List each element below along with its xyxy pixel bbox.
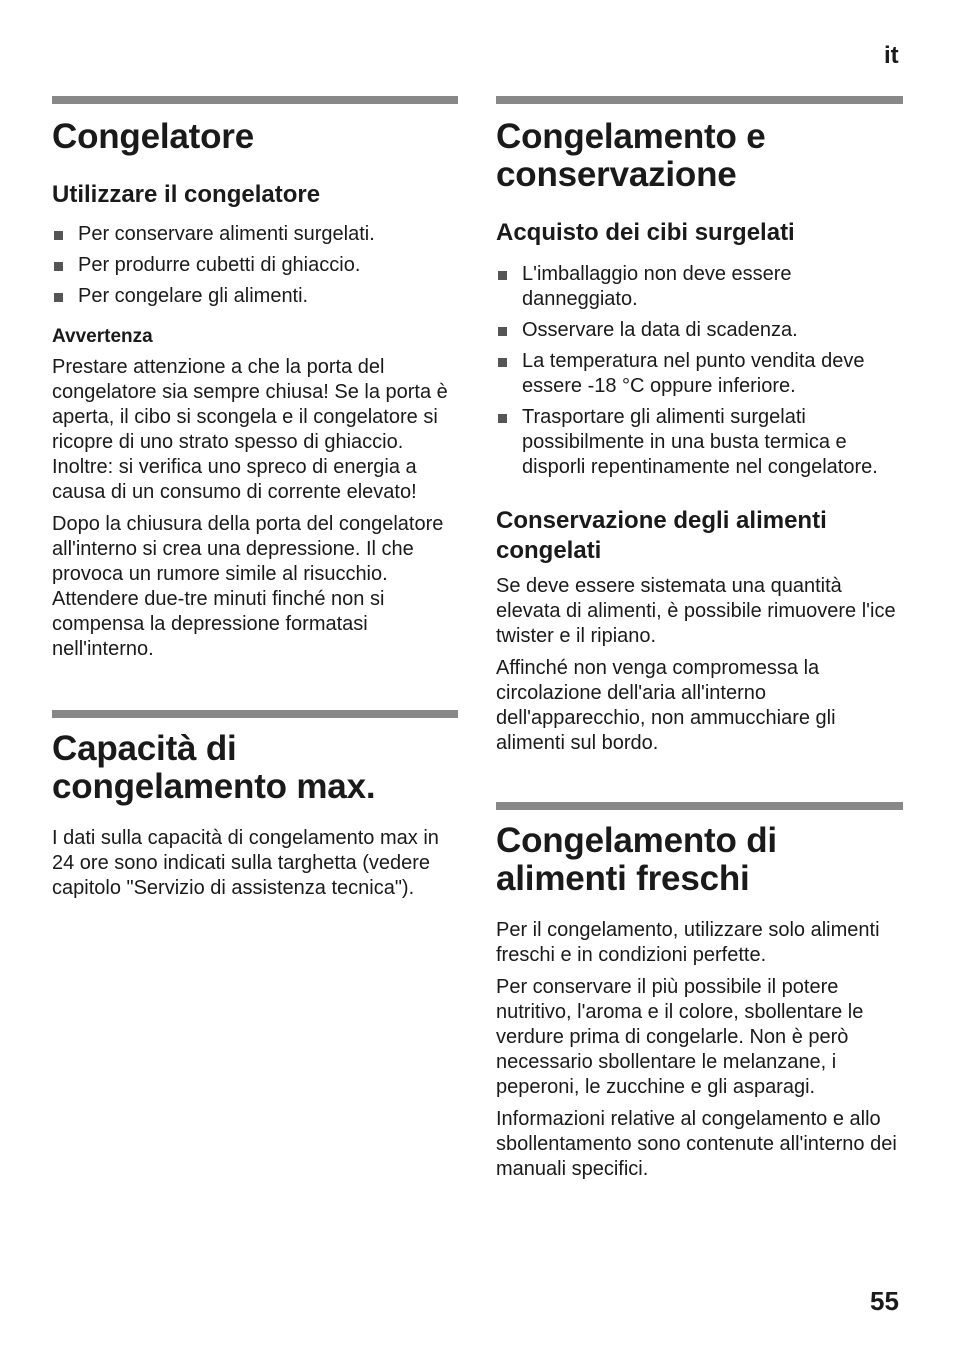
- paragraph: Informazioni relative al congelamento e allo sbollentamento sono contenute all'interno dei manuali specifici.: [496, 1108, 897, 1180]
- section-title-congelamento-freschi: Congelamento di alimenti freschi: [496, 821, 777, 898]
- section-rule: [52, 96, 458, 104]
- list-item: L'imballaggio non deve essere danneggiato.: [496, 262, 903, 312]
- paragraph: Affinché non venga compromessa la circolazione dell'aria all'interno dell'apparecchio, non ammucchiare gli alimenti sul bordo.: [496, 657, 836, 754]
- section-rule: [496, 96, 903, 104]
- square-bullet-icon: [498, 271, 507, 280]
- square-bullet-icon: [54, 262, 63, 271]
- section-rule: [52, 710, 458, 718]
- square-bullet-icon: [498, 358, 507, 367]
- paragraph: Dopo la chiusura della porta del congelatore all'interno si crea una depressione. Il che provoca un rumore simile al risucchio. Attendere due-tre minuti finché non si compensa la depressione formatasi nell'interno.: [52, 513, 444, 660]
- paragraph: Per il congelamento, utilizzare solo alimenti freschi e in condizioni perfette.: [496, 919, 880, 966]
- section-title-capacita: Capacità di congelamento max.: [52, 729, 376, 806]
- usage-list: [52, 222, 458, 309]
- paragraph: I dati sulla capacità di congelamento max in 24 ore sono indicati sulla targhetta (vedere capitolo "Servizio di assistenza tecnica").: [52, 827, 439, 899]
- square-bullet-icon: [54, 231, 63, 240]
- subsection-title-utilizzare: Utilizzare il congelatore: [52, 181, 321, 208]
- page-number: 55: [870, 1286, 899, 1316]
- list-item: Per conservare alimenti surgelati.: [52, 222, 458, 247]
- right-column: [496, 96, 903, 1182]
- square-bullet-icon: [498, 414, 507, 423]
- section-rule: [496, 802, 903, 810]
- list-item: La temperatura nel punto vendita deve essere -18 °C oppure inferiore.: [496, 349, 903, 399]
- list-item: Per congelare gli alimenti.: [52, 284, 458, 309]
- square-bullet-icon: [498, 327, 507, 336]
- note-label: Avvertenza: [52, 326, 153, 347]
- subsection-title-conservazione: Conservazione degli alimenti congelati: [496, 507, 827, 564]
- paragraph: Se deve essere sistemata una quantità elevata di alimenti, è possibile rimuovere l'ice twister e il ripiano.: [496, 575, 896, 647]
- list-item: Trasportare gli alimenti surgelati possibilmente in una busta termica e disporli repentinamente nel congelatore.: [496, 405, 903, 480]
- section-title-congelatore: Congelatore: [52, 117, 254, 156]
- section-title-congelamento-conservazione: Congelamento e conservazione: [496, 117, 766, 194]
- list-item: Per produrre cubetti di ghiaccio.: [52, 253, 458, 278]
- subsection-title-acquisto: Acquisto dei cibi surgelati: [496, 219, 795, 246]
- note-text: Prestare attenzione a che la porta del congelatore sia sempre chiusa! Se la porta è aperta, il cibo si scongela e il congelatore si ricopre di uno strato spesso di ghiaccio. Inoltre: si verifica uno spreco di energia a causa di un consumo di corrente elevato!: [52, 356, 448, 503]
- paragraph: Per conservare il più possibile il potere nutritivo, l'aroma e il colore, sbollentare le verdure prima di congelarle. Non è però necessario sbollentare le melanzane, i peperoni, le zucchine e gli asparagi.: [496, 976, 864, 1098]
- purchase-list: [496, 262, 903, 480]
- language-code: it: [884, 42, 899, 69]
- list-item: Osservare la data di scadenza.: [496, 318, 903, 343]
- square-bullet-icon: [54, 293, 63, 302]
- left-column: [52, 96, 458, 901]
